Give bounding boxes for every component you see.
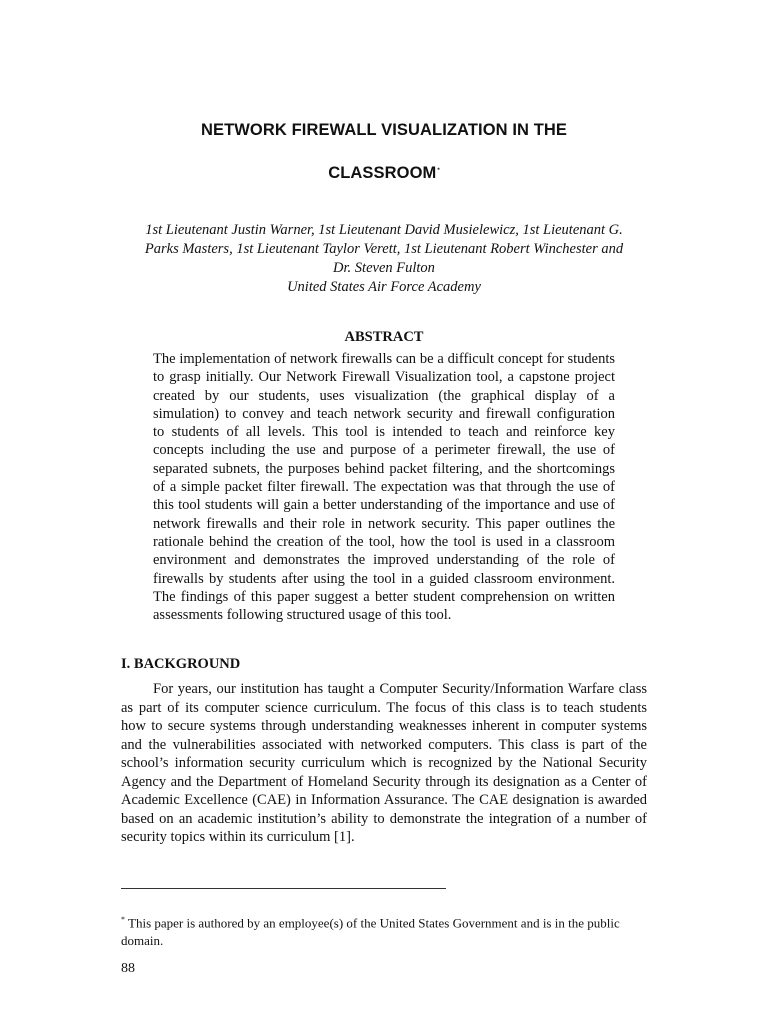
body-line: how to secure systems through understanding weaknesses inherent in computer systems: [121, 718, 647, 734]
abstract-line: firewalls by students after using the tool in a guided classroom environment.: [153, 570, 615, 587]
footnote-line-2: domain.: [121, 933, 164, 949]
abstract-line: of a simple packet filter firewall. The expectation was that through the use of: [153, 479, 615, 496]
author-line: 1st Lieutenant Justin Warner, 1st Lieutenant David Musielewicz, 1st Lieutenant G.: [145, 222, 623, 238]
abstract-line: network firewalls and their role in network security. This paper outlines the: [153, 515, 615, 532]
abstract-line: concepts including the use and purpose of a perimeter firewall, the use of: [153, 442, 615, 459]
title-footnote-mark: *: [437, 167, 440, 174]
body-line: as part of its computer science curriculum. The focus of this class is to teach students: [121, 699, 647, 716]
footnote: [121, 911, 647, 950]
body-line: and the vulnerabilities associated with networked computers. This class is part of the: [121, 736, 647, 753]
section-heading-background: I. BACKGROUND: [121, 656, 241, 672]
body-line: Academic Excellence (CAE) in Information Assurance. The CAE designation is awarded: [121, 792, 647, 808]
footnote-line-1: [121, 911, 647, 932]
abstract-line: The implementation of network firewalls can be a difficult concept for students: [153, 351, 615, 367]
abstract-line: to students of all levels. This tool is intended to teach and reinforce key: [153, 424, 615, 441]
abstract-heading: ABSTRACT: [344, 329, 424, 345]
abstract-line: assessments following structured usage of this tool.: [153, 607, 452, 624]
section-body-background: [121, 680, 647, 847]
body-line: For years, our institution has taught a Computer Security/Information Warfare class: [153, 681, 647, 697]
author-block: [100, 221, 668, 297]
abstract-line: rationale behind the creation of the tool, how the tool is used in a classroom: [153, 533, 615, 550]
page-number: 88: [121, 961, 135, 976]
affiliation-line: United States Air Force Academy: [287, 279, 481, 295]
footnote-text: This paper is authored by an employee(s) of the United States Government and is in the public: [125, 915, 620, 931]
author-line: Dr. Steven Fulton: [333, 260, 435, 276]
body-line: school’s information security curriculum which is recognized by the National Security: [121, 755, 647, 771]
body-line: Agency and the Department of Homeland Security through its designation as a Center of: [121, 773, 647, 790]
abstract-line: simulation) to convey and teach network security and firewall configuration: [153, 405, 615, 422]
footnote-mark: *: [121, 915, 125, 924]
author-line: Parks Masters, 1st Lieutenant Taylor Verett, 1st Lieutenant Robert Winchester and: [144, 241, 624, 257]
body-line: based on an academic institution’s ability to demonstrate the integration of a number of: [121, 810, 647, 827]
abstract-line: this tool students will gain a better understanding of the importance and use of: [153, 497, 615, 514]
abstract-line: environment and demonstrates the improved understanding of the role of: [153, 552, 615, 569]
paper-title-line-2: [0, 164, 768, 183]
abstract-line: to grasp initially. Our Network Firewall Visualization tool, a capstone project: [153, 369, 615, 386]
abstract-line: created by our students, uses visualization (the graphical display of a: [153, 387, 615, 404]
body-line: security topics within its curriculum [1].: [121, 829, 355, 845]
abstract-line: The findings of this paper suggest a better student comprehension on written: [153, 588, 615, 605]
footnote-divider: [121, 888, 446, 889]
abstract-body: [153, 350, 615, 624]
paper-title-line-2-text: CLASSROOM: [328, 164, 437, 182]
abstract-line: separated subnets, the purposes behind packet filtering, and the shortcomings: [153, 460, 615, 477]
paper-title-line-1: NETWORK FIREWALL VISUALIZATION IN THE: [200, 121, 568, 139]
